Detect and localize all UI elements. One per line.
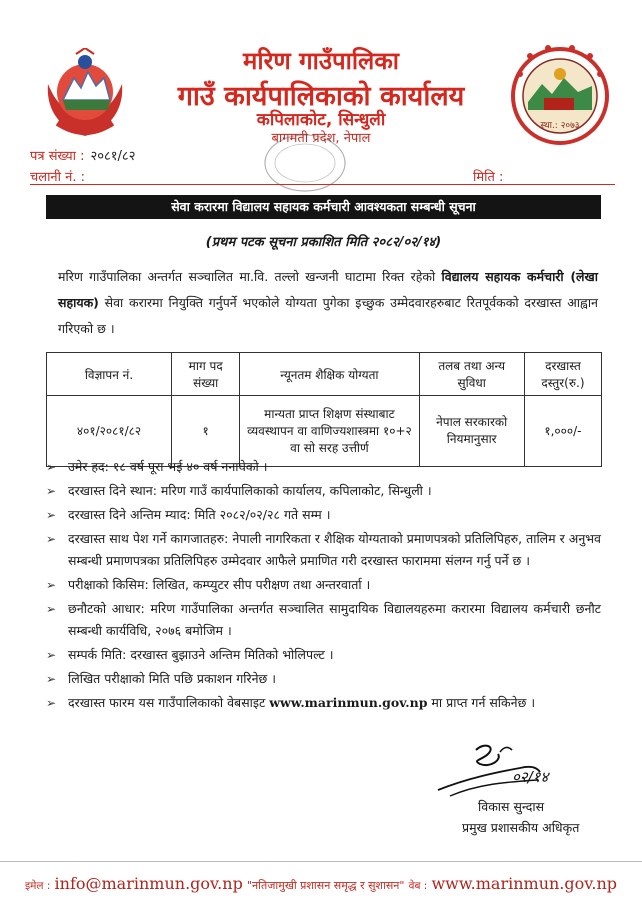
- header-divider: [30, 184, 615, 185]
- notice-subtitle: (प्रथम पटक सूचना प्रकाशित मिति २०८२/०२/१४): [205, 235, 442, 250]
- list-item: [46, 574, 601, 596]
- signatory-name: विकास सुन्दास: [478, 799, 545, 814]
- table-cell: १: [172, 396, 240, 467]
- signature-date: ०२/१४: [512, 768, 549, 786]
- table-cell: नेपाल सरकारको नियमानुसार: [419, 396, 524, 467]
- email-label: इमेल :: [24, 880, 51, 892]
- table-header: तलब तथा अन्य सुविधा: [419, 353, 524, 396]
- office-location: कपिलाकोट, सिन्धुली: [256, 110, 386, 130]
- arrow-icon: ➢: [46, 648, 57, 662]
- list-item-text: परीक्षाको किसिम: लिखित, कम्प्युटर सीप परीक्षण तथा अन्तरवार्ता ।: [68, 577, 371, 592]
- arrow-icon: ➢: [46, 672, 57, 686]
- list-item: [46, 668, 601, 690]
- paragraph-part-1: मरिण गाउँपालिका अन्तर्गत सञ्चालित मा.वि. तल्लो खन्जनी घाटामा रिक्त रहेको: [58, 269, 442, 284]
- arrow-icon: ➢: [46, 508, 57, 522]
- letter-number-label: पत्र संख्या :: [30, 149, 85, 164]
- arrow-icon: ➢: [46, 602, 57, 616]
- website-link[interactable]: www.marinmun.gov.np: [269, 695, 428, 710]
- footer: [0, 874, 642, 893]
- list-item: [46, 504, 601, 526]
- web-label: वेब :: [408, 880, 428, 892]
- table-header: दरखास्त दस्तुर(रु.): [524, 353, 601, 396]
- list-item-text: दरखास्त दिने अन्तिम म्याद: मिति २०८२/०२/२८ गते सम्म ।: [68, 507, 331, 522]
- paragraph-post-name: विद्यालय सहायक कर्मचारी (लेखा सहायक): [58, 269, 598, 310]
- list-item-text: छनौटको आधार: मरिण गाउँपालिका अन्तर्गत सञ्चालित सामुदायिक विद्यालयहरुमा करारमा विद्यालय कर्मचारी छनौट सम्बन्धी कार्यविधि, २०७६ बमोजिम ।: [68, 601, 601, 638]
- paragraph-part-2: सेवा करारमा नियुक्ति गर्नुपर्ने भएकोले योग्यता पुगेका इच्छुक उम्मेदवारहरुबाट रितपूर्वकको दरखास्त आह्वान गरिएको छ ।: [58, 295, 598, 336]
- notice-paragraph: [58, 264, 598, 342]
- email-link[interactable]: info@marinmun.gov.np: [54, 874, 243, 893]
- list-item-text: दरखास्त फारम यस गाउँपालिकाको वेबसाइट: [68, 695, 270, 710]
- letter-number-value: २०८१/८२: [90, 149, 136, 164]
- list-item-text: मा प्राप्त गर्न सकिनेछ ।: [427, 695, 536, 710]
- table-cell: मान्यता प्राप्त शिक्षण संस्थाबाट व्यवस्थापन वा वाणिज्यशास्त्रमा १०+२ वा सो सरह उत्तीर्ण: [240, 396, 419, 467]
- list-item-text: लिखित परीक्षाको मिति पछि प्रकाशन गरिनेछ ।: [68, 671, 277, 686]
- dispatch-number-label: चलानी नं. :: [30, 170, 86, 185]
- list-item: [46, 456, 601, 478]
- municipality-name: मरिण गाउँपालिका: [243, 47, 399, 75]
- table-header-row: [47, 353, 602, 396]
- handwritten-signature: [428, 738, 568, 800]
- letter-number: [30, 146, 135, 164]
- table-header: माग पद संख्या: [172, 353, 240, 396]
- seal-year: स्था.: २०७३: [540, 121, 580, 131]
- table-header: विज्ञापन नं.: [47, 353, 172, 396]
- table-cell: १,०००/-: [524, 396, 601, 467]
- province-name: बागमती प्रदेश, नेपाल: [271, 131, 371, 146]
- list-item-text: दरखास्त दिने स्थान: मरिण गाउँ कार्यपालिकाको कार्यालय, कपिलाकोट, सिन्धुली ।: [68, 483, 432, 498]
- table-header: न्यूनतम शैक्षिक योग्यता: [240, 353, 419, 396]
- list-item-text: सम्पर्क मिति: दरखास्त बुझाउने अन्तिम मितिको भोलिपल्ट ।: [68, 647, 334, 662]
- signatory-title: प्रमुख प्रशासकीय अधिकृत: [462, 820, 580, 835]
- arrow-icon: ➢: [46, 696, 57, 710]
- date-label: मिति :: [473, 170, 504, 185]
- arrow-icon: ➢: [46, 484, 57, 498]
- table-cell: ४०१/२०८१/८२: [47, 396, 172, 467]
- list-item: [46, 528, 601, 572]
- list-item: [46, 644, 601, 666]
- list-item: [46, 480, 601, 502]
- arrow-icon: ➢: [46, 460, 57, 474]
- office-name: गाउँ कार्यपालिकाको कार्यालय: [177, 81, 465, 112]
- website-footer-link[interactable]: www.marinmun.gov.np: [431, 874, 618, 893]
- list-item-text: उमेर हद: १८ वर्ष पूरा भई ४० वर्ष ननाघेको ।: [68, 459, 268, 474]
- footer-slogan: "नतिजामुखी प्रशासन समृद्ध र सुशासन": [246, 879, 405, 892]
- municipality-seal-logo: [508, 44, 612, 148]
- list-item: [46, 692, 601, 714]
- list-item-text: दरखास्त साथ पेश गर्ने कागजातहरु: नेपाली नागरिकता र शैक्षिक योग्यताको प्रमाणपत्रको प्रतिलिपिहरु, तालिम र अनुभव सम्बन्धी प्रमाणपत्रका प्रतिलिपिहरु उम्मेदवार आफैले प्रमाणित गरी दरखास्त फाराममा संलग्न गर्नु पर्ने छ ।: [68, 531, 601, 568]
- notice-title: सेवा करारमा विद्यालय सहायक कर्मचारी आवश्यकता सम्बन्धी सूचना: [46, 195, 601, 219]
- vacancy-table: [46, 352, 602, 467]
- notice-points-list: [46, 456, 601, 716]
- footer-divider: [0, 861, 642, 862]
- arrow-icon: ➢: [46, 532, 57, 546]
- list-item: [46, 598, 601, 642]
- arrow-icon: ➢: [46, 578, 57, 592]
- government-emblem-logo: [38, 48, 132, 142]
